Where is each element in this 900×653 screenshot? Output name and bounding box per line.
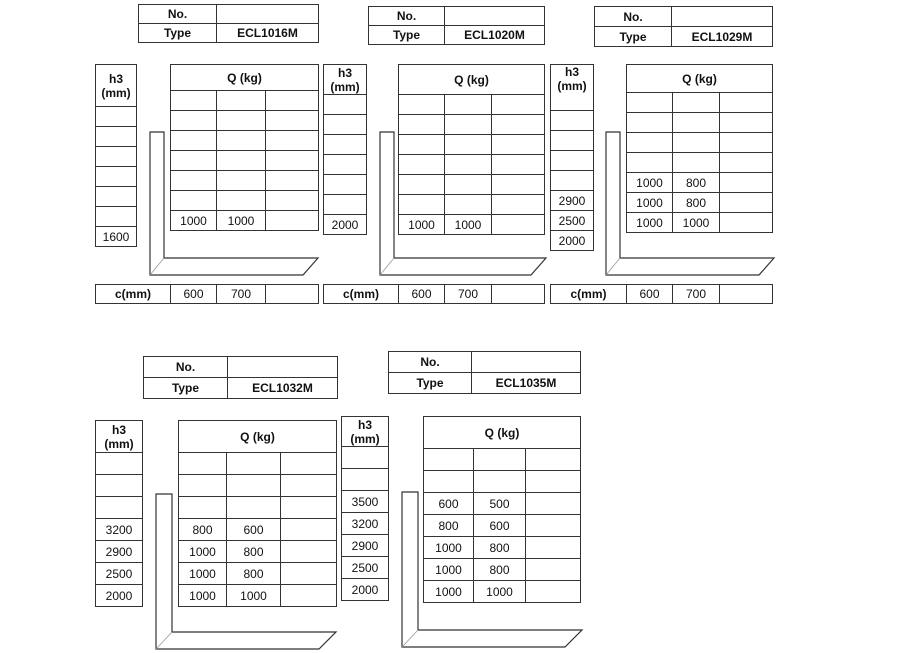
q-cell: 800: [424, 515, 474, 537]
h3-table: [95, 64, 137, 247]
no-label: No.: [369, 7, 445, 26]
h3-cell: 2500: [96, 563, 143, 585]
q-cell: [281, 453, 337, 475]
h3-cell: [342, 447, 389, 469]
type-label: Type: [139, 24, 217, 43]
h3-cell: [324, 175, 367, 195]
c-value: [492, 285, 545, 304]
h3-table: [550, 64, 594, 251]
h3-cell: [551, 171, 594, 191]
q-cell: [399, 95, 445, 115]
h3-cell: [96, 147, 137, 167]
q-header: Q (kg): [627, 65, 773, 93]
q-cell: 1000: [474, 581, 526, 603]
q-cell: [445, 95, 492, 115]
q-cell: 1000: [227, 585, 281, 607]
q-cell: 800: [227, 541, 281, 563]
type-header-table: [594, 6, 773, 47]
h3-cell: 3500: [342, 491, 389, 513]
no-label: No.: [139, 5, 217, 24]
q-cell: 1000: [171, 211, 217, 231]
type-header-table: [138, 4, 319, 43]
h3-cell: [96, 497, 143, 519]
q-cell: 800: [673, 173, 720, 193]
c-table: [95, 284, 319, 304]
h3-cell: 3200: [342, 513, 389, 535]
q-cell: [171, 111, 217, 131]
h3-table: [95, 420, 143, 607]
q-cell: [492, 95, 545, 115]
h3-cell: 3200: [96, 519, 143, 541]
c-table: [323, 284, 545, 304]
q-cell: 1000: [217, 211, 266, 231]
h3-cell: [324, 95, 367, 115]
h3-cell: 2900: [342, 535, 389, 557]
type-value: ECL1020M: [445, 26, 545, 45]
h3-cell: [96, 167, 137, 187]
no-value: [217, 5, 319, 24]
q-cell: 800: [179, 519, 227, 541]
q-cell: 1000: [627, 173, 673, 193]
c-label: c(mm): [96, 285, 171, 304]
h3-cell: [324, 115, 367, 135]
q-cell: [266, 111, 319, 131]
c-value: 600: [399, 285, 445, 304]
q-cell: 1000: [445, 215, 492, 235]
q-cell: 600: [227, 519, 281, 541]
h3-header: h3 (mm): [96, 65, 137, 107]
h3-cell: 2000: [96, 585, 143, 607]
q-header: Q (kg): [399, 65, 545, 95]
h3-cell: 2900: [551, 191, 594, 211]
q-header: Q (kg): [179, 421, 337, 453]
fork-diagram: [148, 130, 320, 278]
h3-cell: [96, 453, 143, 475]
h3-cell: [96, 475, 143, 497]
no-value: [445, 7, 545, 26]
q-cell: [217, 91, 266, 111]
type-header-table: [143, 356, 338, 399]
q-cell: [720, 93, 773, 113]
h3-header: h3 (mm): [551, 65, 594, 111]
h3-cell: 2900: [96, 541, 143, 563]
h3-cell: [551, 131, 594, 151]
c-value: 700: [445, 285, 492, 304]
type-label: Type: [595, 27, 672, 47]
fork-diagram: [378, 130, 548, 278]
q-cell: 1000: [179, 541, 227, 563]
h3-header: h3 (mm): [96, 421, 143, 453]
h3-cell: [324, 195, 367, 215]
q-cell: [217, 111, 266, 131]
no-value: [472, 352, 581, 373]
q-cell: [627, 93, 673, 113]
q-cell: 500: [474, 493, 526, 515]
h3-table: [341, 416, 389, 601]
q-cell: [266, 91, 319, 111]
c-value: 600: [627, 285, 673, 304]
fork-diagram: [604, 130, 776, 278]
c-value: 600: [171, 285, 217, 304]
c-value: 700: [217, 285, 266, 304]
h3-cell: [324, 135, 367, 155]
type-value: ECL1032M: [228, 378, 338, 399]
h3-table: [323, 64, 367, 235]
h3-cell: [551, 111, 594, 131]
type-header-table: [388, 351, 581, 394]
h3-cell: [96, 207, 137, 227]
type-label: Type: [389, 373, 472, 394]
no-label: No.: [389, 352, 472, 373]
q-cell: [474, 449, 526, 471]
h3-cell: 2000: [324, 215, 367, 235]
h3-cell: 2500: [342, 557, 389, 579]
h3-cell: [342, 469, 389, 491]
c-value: [720, 285, 773, 304]
type-label: Type: [369, 26, 445, 45]
fork-diagram: [154, 492, 338, 652]
q-cell: 800: [474, 559, 526, 581]
c-value: 700: [673, 285, 720, 304]
q-cell: 1000: [627, 213, 673, 233]
q-header: Q (kg): [171, 65, 319, 91]
h3-cell: 2500: [551, 211, 594, 231]
q-cell: 1000: [399, 215, 445, 235]
h3-header: h3 (mm): [342, 417, 389, 447]
q-cell: 600: [424, 493, 474, 515]
q-cell: 1000: [424, 581, 474, 603]
h3-cell: [96, 127, 137, 147]
h3-cell: [551, 151, 594, 171]
h3-cell: 1600: [96, 227, 137, 247]
no-label: No.: [595, 7, 672, 27]
q-cell: 1000: [424, 559, 474, 581]
type-label: Type: [144, 378, 228, 399]
q-cell: 1000: [627, 193, 673, 213]
q-cell: 600: [474, 515, 526, 537]
h3-cell: 2000: [342, 579, 389, 601]
no-label: No.: [144, 357, 228, 378]
c-label: c(mm): [551, 285, 627, 304]
c-label: c(mm): [324, 285, 399, 304]
fork-diagram: [400, 490, 584, 650]
type-value: ECL1016M: [217, 24, 319, 43]
h3-cell: [96, 107, 137, 127]
c-table: [550, 284, 773, 304]
type-header-table: [368, 6, 545, 45]
q-cell: 1000: [424, 537, 474, 559]
q-cell: [673, 93, 720, 113]
type-value: ECL1035M: [472, 373, 581, 394]
q-cell: 1000: [179, 563, 227, 585]
q-cell: [171, 91, 217, 111]
q-cell: 800: [474, 537, 526, 559]
h3-cell: 2000: [551, 231, 594, 251]
q-cell: [227, 453, 281, 475]
c-value: [266, 285, 319, 304]
q-header: Q (kg): [424, 417, 581, 449]
q-cell: [424, 449, 474, 471]
q-cell: 800: [227, 563, 281, 585]
h3-cell: [96, 187, 137, 207]
no-value: [672, 7, 773, 27]
type-value: ECL1029M: [672, 27, 773, 47]
q-cell: 1000: [179, 585, 227, 607]
no-value: [228, 357, 338, 378]
q-cell: 1000: [673, 213, 720, 233]
q-cell: [526, 449, 581, 471]
h3-header: h3 (mm): [324, 65, 367, 95]
h3-cell: [324, 155, 367, 175]
q-cell: 800: [673, 193, 720, 213]
q-cell: [179, 453, 227, 475]
